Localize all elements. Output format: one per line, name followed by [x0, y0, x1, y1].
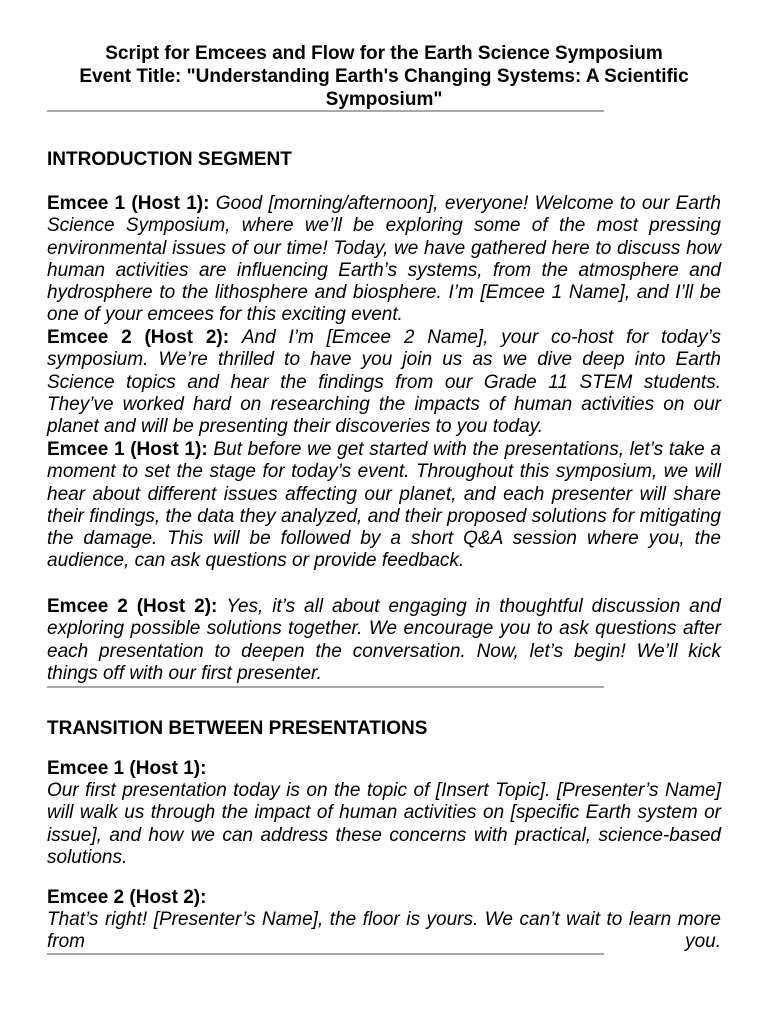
transition-divider — [47, 953, 604, 955]
speaker-label: Emcee 1 (Host 1): — [47, 439, 208, 460]
intro-block-4 — [47, 596, 721, 685]
title-line-1: Script for Emcees and Flow for the Earth Science Symposium — [105, 43, 663, 64]
script-text: Our first presentation today is on the topic of [Insert Topic]. [Presenter’s Name] will walk us through the impact of human activities on [specific Earth system or issue], and how we can address these concerns with practical, science-based solutions. — [47, 780, 721, 868]
speaker-label: Emcee 2 (Host 2): — [47, 596, 218, 617]
document-title — [47, 42, 721, 111]
title-line-3: Symposium" — [325, 89, 443, 110]
title-line-2: Event Title: "Understanding Earth's Changing Systems: A Scientific — [79, 66, 689, 87]
transition-block-2 — [47, 909, 721, 954]
transition-heading: TRANSITION BETWEEN PRESENTATIONS — [47, 718, 428, 739]
intro-block-2 — [47, 327, 721, 438]
intro-block-3 — [47, 439, 721, 573]
intro-block-1 — [47, 193, 721, 327]
intro-heading: INTRODUCTION SEGMENT — [47, 149, 292, 170]
title-divider — [47, 110, 604, 112]
intro-divider — [47, 686, 604, 688]
script-text: And I’m [Emcee 2 Name], your co-host for today’s symposium. We’re thrilled to have you join us as we dive deep into Earth Science topics and hear the findings from our Grade 11 STEM students. They’ve worked hard on researching the impacts of human activities on our planet and will be presenting their discoveries to you today. — [47, 327, 721, 438]
script-text: That’s right! [Presenter’s Name], the floor is yours. We can’t wait to learn more from you. — [47, 909, 721, 953]
speaker-label: Emcee 1 (Host 1): — [47, 193, 210, 214]
speaker-label: Emcee 2 (Host 2): — [47, 327, 230, 348]
script-text: Good [morning/afternoon], everyone! Welcome to our Earth Science Symposium, where we’ll be exploring some of the most pressing environmental issues of our time! Today, we have gathered here to discuss how human activities are influencing Earth’s systems, from the atmosphere and hydrosphere to the lithosphere and biosphere. I’m [Emcee 1 Name], and I’ll be one of your emcees for this exciting event. — [47, 193, 721, 326]
transition-speaker-1: Emcee 1 (Host 1): — [47, 758, 207, 779]
script-text: But before we get started with the presentations, let’s take a moment to set the stage for today’s event. Throughout this symposium, we will hear about different issues affecting our planet, and each presenter will share their findings, the data they analyzed, and their proposed solutions for mitigating the damage. This will be followed by a short Q&A session where you, the audience, can ask questions or provide feedback. — [47, 439, 721, 572]
transition-speaker-2: Emcee 2 (Host 2): — [47, 887, 207, 908]
transition-block-1 — [47, 780, 721, 869]
script-text: Yes, it’s all about engaging in thoughtful discussion and exploring possible solutions together. We encourage you to ask questions after each presentation to deepen the conversation. Now, let’s begin! We’ll kick things off with our first presenter. — [47, 596, 721, 684]
